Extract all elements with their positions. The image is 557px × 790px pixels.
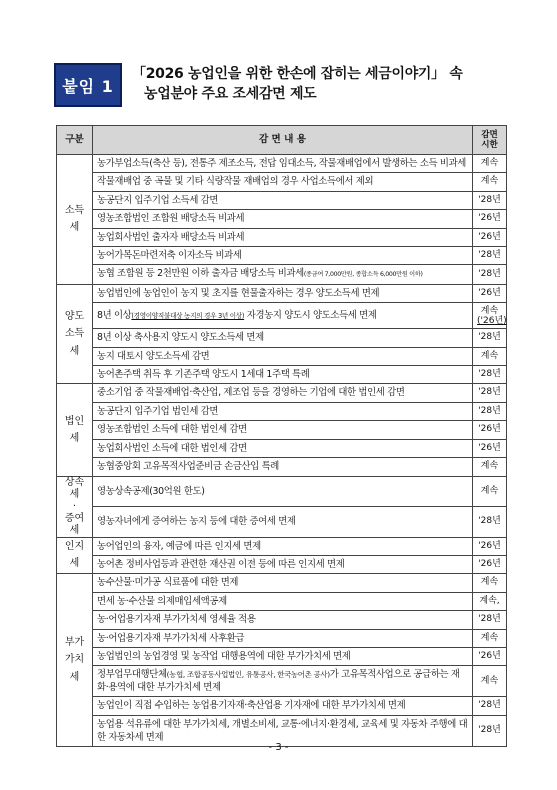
- row-text: 8년 이상 축사용지 양도시 양도소득세 면제: [93, 329, 473, 347]
- category-line1: 상속세: [64, 476, 85, 500]
- row-text: 영농자녀에게 증여하는 농지 등에 대한 증여세 면제: [93, 507, 473, 538]
- row-text: 농어업인의 융자, 예금에 따른 인지세 면제: [93, 537, 473, 555]
- row-deadline: '26년: [473, 537, 507, 555]
- row-deadline: '26년: [473, 421, 507, 439]
- category-line2: 소득세: [64, 328, 85, 357]
- title-line-1: 「2026 농업인을 위한 한손에 잡히는 세금이야기」 속: [132, 66, 463, 82]
- table-row: [57, 329, 507, 347]
- table-row: [57, 284, 507, 302]
- row-text-a: 정부업무대행단체: [97, 669, 167, 681]
- row-deadline: 계속: [473, 574, 507, 592]
- table-row: [57, 666, 507, 697]
- header-content: 감 면 내 용: [93, 126, 473, 155]
- row-deadline: '28년: [473, 507, 507, 538]
- row-deadline-sub: ('26년): [477, 315, 507, 326]
- row-deadline: 계속,: [473, 592, 507, 610]
- row-text: 농공단지 입주기업 법인세 감면: [93, 402, 473, 420]
- row-deadline: '28년: [473, 715, 507, 746]
- category-line2: ·: [72, 500, 77, 512]
- row-text-b: 자경농지 양도시 양도소득세 면제: [244, 309, 377, 321]
- attachment-badge: 붙임 1: [54, 63, 122, 107]
- header: [54, 63, 504, 107]
- row-text: 농업인이 직접 수입하는 농업용기자재·축산업용 기자재에 대한 부가가치세 면제: [93, 697, 473, 715]
- row-deadline-main: 계속: [480, 305, 499, 316]
- row-note: (농협, 조합공동사업법인, 유통공사, 한국농어촌 공사): [166, 670, 330, 680]
- table-row: [57, 507, 507, 538]
- row-deadline: '26년: [473, 647, 507, 665]
- table-row: [57, 611, 507, 629]
- row-deadline: '28년: [473, 697, 507, 715]
- row-deadline: '26년: [473, 284, 507, 302]
- row-deadline: '26년: [473, 228, 507, 246]
- table-row: [57, 537, 507, 555]
- row-note: (종금여 7,000만원, 종합소득 6,000만원 이하): [303, 271, 423, 279]
- row-deadline: 계속: [473, 629, 507, 647]
- row-text: 작물재배업 중 곡물 및 기타 식량작물 재배업의 경우 사업소득에서 제외: [93, 173, 473, 191]
- row-text: [93, 265, 473, 284]
- row-text: 농업법인에 농업인이 농지 및 초지를 현물출자하는 경우 양도소득세 면제: [93, 284, 473, 302]
- row-text: 농어촌주택 취득 후 기존주택 양도시 1세대 1주택 특례: [93, 366, 473, 384]
- row-deadline: '28년: [473, 402, 507, 420]
- category-line1: 부가: [64, 636, 85, 648]
- row-deadline: '26년: [473, 555, 507, 573]
- table-row: [57, 347, 507, 365]
- table-row: [57, 155, 507, 173]
- row-text: 농어촌 정비사업등과 관련한 재산권 이전 등에 따른 인지세 면제: [93, 555, 473, 573]
- row-text: 농가부업소득(축산 등), 전통주 제조소득, 전답 임대소득, 작물재배업에서 발생하는 소득 비과세: [93, 155, 473, 173]
- page-number: - 3 -: [268, 742, 289, 753]
- row-deadline: '28년: [473, 366, 507, 384]
- table-row: [57, 384, 507, 402]
- row-text: 농업회사법인 소득에 대한 법인세 감면: [93, 439, 473, 457]
- table-row: [57, 303, 507, 329]
- row-deadline: '28년: [473, 384, 507, 402]
- table-row: [57, 629, 507, 647]
- row-text: 면세 농·수산물 의제매입세액공제: [93, 592, 473, 610]
- table-row: [57, 458, 507, 476]
- table-row: [57, 592, 507, 610]
- table-row: [57, 247, 507, 265]
- table-row: [57, 191, 507, 209]
- category-corporate-tax: 법인세: [57, 384, 93, 476]
- row-text: 중소기업 중 작물재배업·축산업, 제조업 등을 경영하는 기업에 대한 법인세 감면: [93, 384, 473, 402]
- table-row: [57, 574, 507, 592]
- table-row: [57, 366, 507, 384]
- row-deadline: 계속: [473, 155, 507, 173]
- row-text-b: 가 고유목적사업으로 공급하는 재화·용역에 대한 부가가치세 면제: [97, 669, 460, 694]
- row-text: 농업용 석유류에 대한 부가가치세, 개별소비세, 교통·에너지·환경세, 교육세 및 자동차 주행에 대한 자동차세 면제: [93, 715, 473, 746]
- category-vat: [57, 574, 93, 746]
- table-row: [57, 697, 507, 715]
- row-text: 농·어업용기자재 부가가치세 영세율 적용: [93, 611, 473, 629]
- row-deadline: [473, 303, 507, 329]
- row-text: [93, 303, 473, 329]
- row-text: 농어가목돈마련저축 이자소득 비과세: [93, 247, 473, 265]
- table-row: [57, 210, 507, 228]
- header-deadline: [473, 126, 507, 155]
- document-title: [132, 64, 512, 104]
- table-row: [57, 421, 507, 439]
- table-row: [57, 402, 507, 420]
- category-line2: 가치세: [64, 654, 85, 683]
- category-stamp-tax: 인지세: [57, 537, 93, 574]
- tax-reduction-table: [56, 125, 507, 747]
- row-text: 농업법인의 농업경영 및 농작업 대행용역에 대한 부가가치세 면제: [93, 647, 473, 665]
- category-capital-gains-tax: [57, 284, 93, 384]
- row-deadline: 계속: [473, 173, 507, 191]
- row-text-a: 8년 이상: [97, 309, 132, 321]
- row-deadline: '28년: [473, 265, 507, 284]
- row-deadline: 계속: [473, 476, 507, 507]
- row-text-main: 농협 조합원 등 2천만원 이하 출자금 배당소득 비과세: [97, 268, 304, 280]
- header-deadline-line1: 감면: [481, 130, 498, 140]
- row-text: [93, 666, 473, 697]
- row-text: 영농조합법인 조합원 배당소득 비과세: [93, 210, 473, 228]
- category-income-tax: 소득세: [57, 155, 93, 285]
- category-inheritance-gift-tax: [57, 476, 93, 537]
- row-deadline: '26년: [473, 439, 507, 457]
- row-deadline: '26년: [473, 210, 507, 228]
- table-row: [57, 173, 507, 191]
- table-row: [57, 265, 507, 284]
- row-deadline: '28년: [473, 329, 507, 347]
- row-deadline: 계속: [473, 666, 507, 697]
- row-text: 농업회사법인 출자자 배당소득 비과세: [93, 228, 473, 246]
- row-note: (경영이양직불대상 농지의 경우 3년 이상): [131, 311, 245, 320]
- row-text: 농협중앙회 고유목적사업준비금 손금산입 특례: [93, 458, 473, 476]
- row-deadline: '28년: [473, 191, 507, 209]
- table-row: [57, 647, 507, 665]
- header-category: 구분: [57, 126, 93, 155]
- title-line-2: 농업분야 주요 조세감면 제도: [144, 86, 317, 102]
- row-deadline: '28년: [473, 247, 507, 265]
- row-text: 농수산물·미가공 식료품에 대한 면제: [93, 574, 473, 592]
- table-row: [57, 555, 507, 573]
- row-text: 영농상속공제(30억원 한도): [93, 476, 473, 507]
- row-text: 농·어업용기자재 부가가치세 사후환급: [93, 629, 473, 647]
- row-deadline: '28년: [473, 611, 507, 629]
- table-row: [57, 228, 507, 246]
- row-text: 영농조합법인 소득에 대한 법인세 감면: [93, 421, 473, 439]
- row-text: 농공단지 입주기업 소득세 감면: [93, 191, 473, 209]
- header-deadline-line2: 시한: [481, 140, 498, 150]
- table-row: [57, 476, 507, 507]
- row-deadline: 계속: [473, 347, 507, 365]
- category-line3: 증여세: [64, 512, 85, 536]
- category-line1: 양도: [64, 311, 85, 323]
- table-row: [57, 439, 507, 457]
- row-text: 농지 대토시 양도소득세 감면: [93, 347, 473, 365]
- row-deadline: 계속: [473, 458, 507, 476]
- table-header-row: [57, 126, 507, 155]
